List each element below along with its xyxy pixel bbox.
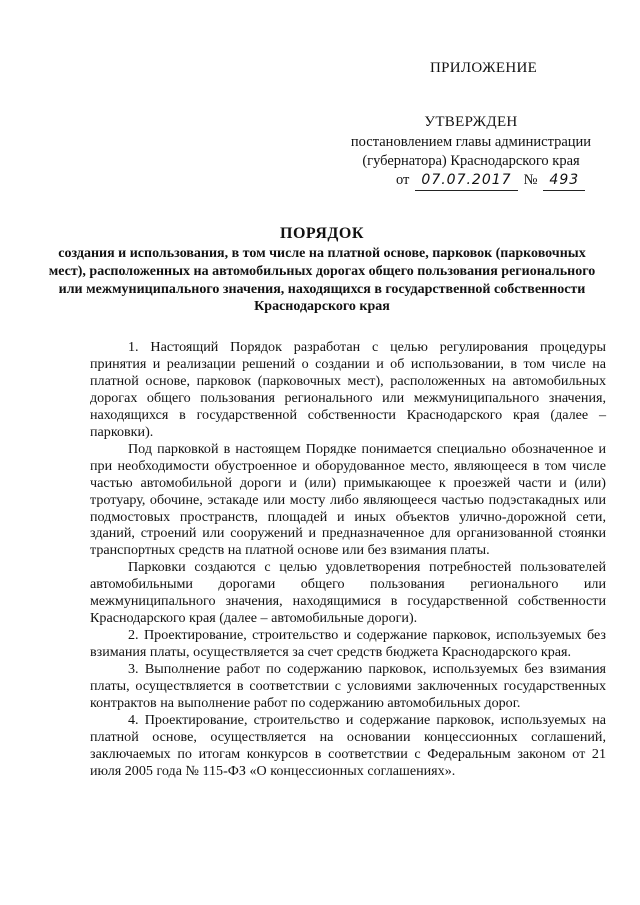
- document-subtitle: создания и использования, в том числе на платной основе, парковок (парковочных мест), расположенных на автомобильных дорогах общего пользования регионального или межмуниципального значения, находящихся в государственной собственности Краснодарского края: [48, 246, 596, 315]
- approval-block: [340, 113, 602, 191]
- paragraph-3: Парковки создаются с целью удовлетворения потребностей пользователей автомобильными дорогами общего пользования регионального или межмуниципального значения, находящимися в государственной собственности Краснодарского края (далее – автомобильные дороги).: [90, 559, 606, 627]
- paragraph-4: 2. Проектирование, строительство и содержание парковок, используемых без взимания платы, осуществляется за счет средств бюджета Краснодарского края.: [90, 627, 606, 661]
- date-prefix: от: [396, 172, 410, 188]
- paragraph-1: 1. Настоящий Порядок разработан с целью регулирования процедуры принятия и реализации решений о создании и об использовании, в том числе на платной основе, парковок (парковочных мест), расположенных на автомобильных дорогах общего пользования регионального или межмуниципального значения, находящихся в государственной собственности Краснодарского края (далее – парковки).: [90, 339, 606, 440]
- approved-heading: УТВЕРЖДЕН: [424, 114, 518, 130]
- document-title: ПОРЯДОК: [280, 225, 364, 242]
- handwritten-number: 493: [543, 171, 585, 191]
- paragraph-2: Под парковкой в настоящем Порядке понимается специально обозначенное и при необходимости обустроенное и оборудованное место, являющееся в том числе частью автомобильной дороги и (или) примыкающее к проезжей части и (или) тротуару, обочине, эстакаде или мосту либо являющееся частью подэстакадных или подмостовых пространств, площадей и иных объектов улично-дорожной сети, зданий, строений или сооружений и предназначенное для организованной стоянки транспортных средств на платной основе или без взимания платы.: [90, 440, 606, 559]
- paragraph-5: 3. Выполнение работ по содержанию парковок, используемых без взимания платы, осуществляется в соответствии с условиями заключенных государственных контрактов на выполнение работ по содержанию автомобильных дорог.: [90, 661, 606, 712]
- approved-by-line-2: (губернатора) Краснодарского края: [362, 153, 580, 169]
- date-number-row: [340, 171, 602, 191]
- paragraph-6: 4. Проектирование, строительство и содержание парковок, используемых на платной основе, осуществляется на основании концессионных соглашений, заключаемых по итогам конкурсов в соответствии с Федеральным законом от 21 июля 2005 года № 115-ФЗ «О концессионных соглашениях».: [90, 711, 606, 779]
- document-title-block: [40, 225, 604, 316]
- document-body: [90, 339, 606, 780]
- appendix-label: ПРИЛОЖЕНИЕ: [430, 60, 538, 76]
- number-prefix: №: [523, 172, 538, 188]
- handwritten-date: 07.07.2017: [415, 171, 517, 191]
- approved-by-line-1: постановлением главы администрации: [350, 134, 592, 150]
